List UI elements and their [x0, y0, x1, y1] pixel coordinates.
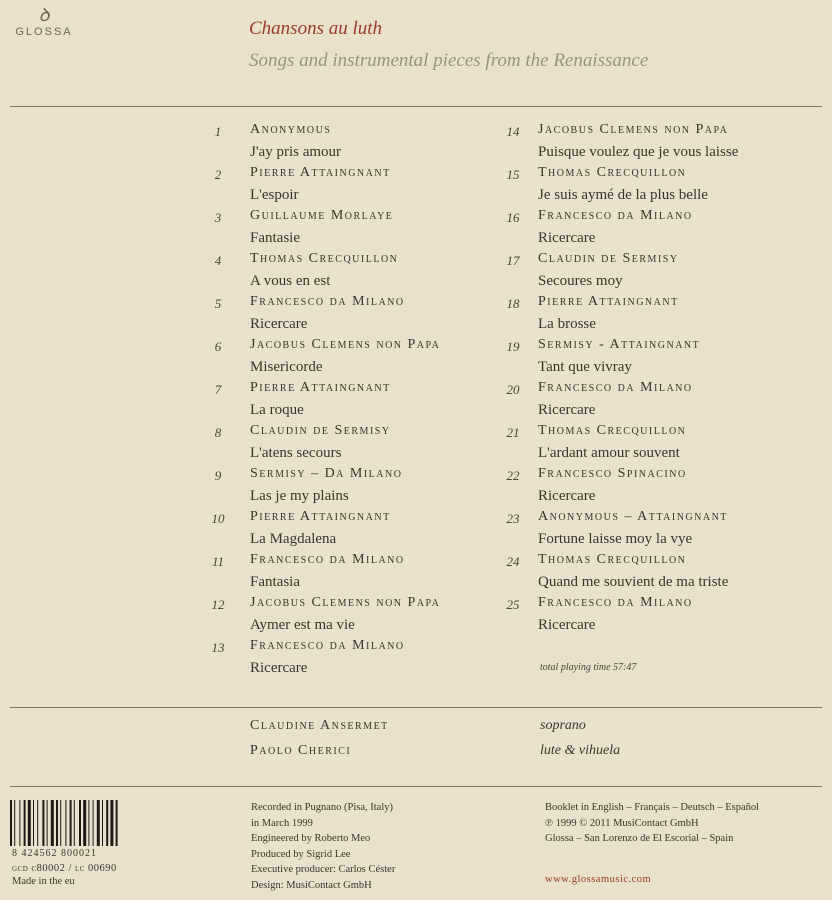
barcode-bar — [74, 800, 75, 846]
track-item — [500, 552, 800, 595]
track-title: Fantasia — [250, 574, 300, 590]
glossa-logo — [14, 6, 74, 38]
track-number: 16 — [506, 210, 520, 225]
booklet-info — [545, 800, 759, 847]
track-item — [500, 251, 800, 294]
track-composer: Thomas Crecquillon — [538, 552, 687, 567]
track-number: 1 — [214, 124, 222, 139]
barcode-bar — [28, 800, 31, 846]
track-number: 13 — [211, 640, 225, 655]
track-composer: Claudin de Sermisy — [250, 423, 391, 438]
track-item — [500, 208, 800, 251]
track-composer: Thomas Crecquillon — [250, 251, 399, 266]
track-title: Quand me souvient de ma triste — [538, 574, 729, 590]
barcode-bar — [106, 800, 108, 846]
track-composer: Francesco da Milano — [250, 638, 405, 653]
barcode-bar — [42, 800, 44, 846]
divider-bottom — [10, 786, 822, 787]
barcode-bar — [102, 800, 103, 846]
track-title: Ricercare — [250, 316, 308, 332]
track-number: 20 — [506, 382, 520, 397]
credit-line: Recorded in Pugnano (Pisa, Italy) — [251, 802, 394, 813]
track-number: 19 — [506, 339, 520, 354]
track-title: La roque — [250, 402, 304, 418]
track-title: L'ardant amour souvent — [538, 445, 680, 461]
booklet-line: Booklet in English – Français – Deutsch – Español — [545, 802, 760, 813]
barcode-bar — [37, 800, 38, 846]
album-subtitle: Songs and instrumental pieces from the Renaissance — [249, 50, 649, 71]
track-item — [500, 595, 800, 638]
track-number: 15 — [506, 167, 520, 182]
track-title: Je suis aymé de la plus belle — [538, 187, 708, 203]
track-title: Ricercare — [538, 617, 596, 633]
track-number: 21 — [506, 425, 520, 440]
track-item — [205, 638, 500, 681]
track-title: L'espoir — [250, 187, 299, 203]
track-item — [205, 380, 500, 423]
total-playing-time: total playing time 57:47 — [540, 662, 637, 673]
track-title: A vous en est — [250, 273, 331, 289]
track-item — [205, 208, 500, 251]
track-item — [500, 122, 800, 165]
track-title: La Magdalena — [250, 531, 337, 547]
barcode-bar — [79, 800, 81, 846]
track-number: 18 — [506, 296, 520, 311]
catalog-number: gcd c80002 / lc 00690 — [12, 863, 117, 874]
track-number: 25 — [506, 597, 520, 612]
performer-name: Paolo Cherici — [250, 743, 352, 758]
barcode-bar — [110, 800, 113, 846]
booklet-line: Glossa – San Lorenzo de El Escorial – Spain — [545, 833, 734, 844]
tracklist-left — [205, 122, 500, 681]
barcode-bar — [33, 800, 34, 846]
track-number: 5 — [214, 296, 222, 311]
track-title: Ricercare — [538, 488, 596, 504]
track-title: Misericorde — [250, 359, 323, 375]
track-title: Secoures moy — [538, 273, 623, 289]
track-composer: Anonymous — [250, 122, 332, 137]
tracklist-right — [500, 122, 800, 638]
track-item — [500, 294, 800, 337]
track-number: 6 — [214, 339, 222, 354]
track-composer: Francesco da Milano — [538, 380, 693, 395]
track-title: Fantasie — [250, 230, 300, 246]
track-item — [205, 337, 500, 380]
track-number: 22 — [506, 468, 520, 483]
track-number: 12 — [211, 597, 225, 612]
track-composer: Pierre Attaingnant — [250, 509, 391, 524]
track-composer: Francesco da Milano — [250, 294, 405, 309]
barcode-number: 8 424562 800021 — [12, 848, 97, 859]
barcode-bar — [88, 800, 89, 846]
track-item — [205, 509, 500, 552]
track-number: 2 — [214, 167, 222, 182]
track-composer: Claudin de Sermisy — [538, 251, 679, 266]
label-name: GLOSSA — [15, 26, 73, 38]
track-composer: Jacobus Clemens non Papa — [250, 595, 441, 610]
divider-middle — [10, 707, 822, 708]
credit-line: Design: MusiContact GmbH — [251, 879, 372, 891]
track-composer: Francesco da Milano — [538, 208, 693, 223]
track-composer: Sermisy - Attaingnant — [538, 337, 701, 352]
website-link[interactable]: www.glossamusic.com — [545, 874, 652, 885]
credit-line: Engineered by Roberto Meo — [251, 833, 371, 844]
glossa-emblem-icon: ꝺ — [38, 5, 50, 25]
track-title: La brosse — [538, 316, 596, 332]
track-title: Tant que vivray — [538, 359, 632, 375]
track-item — [500, 380, 800, 423]
barcode-bar — [19, 800, 20, 846]
track-number: 23 — [506, 511, 520, 526]
track-number: 17 — [506, 253, 520, 268]
credit-line: Produced by Sigrid Lee — [251, 848, 351, 860]
track-number: 10 — [211, 511, 225, 526]
track-item — [205, 595, 500, 638]
track-item — [500, 165, 800, 208]
barcode-bar — [83, 800, 86, 846]
performer-role: lute & vihuela — [540, 743, 621, 758]
barcode-bar — [93, 800, 94, 846]
track-number: 4 — [214, 253, 222, 268]
track-number: 7 — [214, 382, 222, 397]
track-title: Las je my plains — [250, 488, 349, 504]
track-item — [205, 294, 500, 337]
barcode-image — [10, 800, 226, 846]
track-item — [205, 552, 500, 595]
barcode-bar — [56, 800, 58, 846]
track-title: Fortune laisse moy la vye — [538, 531, 693, 547]
barcode-bar — [97, 800, 100, 846]
track-composer: Francesco da Milano — [250, 552, 405, 567]
track-composer: Anonymous – Attaingnant — [538, 509, 728, 524]
track-composer: Guillaume Morlaye — [250, 208, 394, 223]
track-composer: Thomas Crecquillon — [538, 165, 687, 180]
track-composer: Francesco Spinacino — [538, 466, 687, 481]
track-item — [500, 423, 800, 466]
track-composer: Sermisy – Da Milano — [250, 466, 403, 481]
track-item — [205, 122, 500, 165]
track-item — [500, 337, 800, 380]
track-item — [500, 466, 800, 509]
track-number: 3 — [214, 210, 222, 225]
made-in: Made in the eu — [12, 876, 75, 887]
credit-line: in March 1999 — [251, 817, 313, 829]
album-title: Chansons au luth — [249, 18, 383, 39]
barcode-bar — [10, 800, 12, 846]
credit-line: Executive producer: Carlos Céster — [251, 864, 396, 875]
barcode-bar — [116, 800, 118, 846]
track-number: 11 — [211, 554, 225, 569]
track-number: 24 — [506, 554, 520, 569]
track-composer: Jacobus Clemens non Papa — [538, 122, 729, 137]
barcode-bar — [65, 800, 66, 846]
track-composer: Pierre Attaingnant — [250, 380, 391, 395]
barcode-bar — [24, 800, 26, 846]
track-composer: Pierre Attaingnant — [538, 294, 679, 309]
performer-role: soprano — [540, 718, 586, 733]
track-number: 8 — [214, 425, 222, 440]
track-composer: Pierre Attaingnant — [250, 165, 391, 180]
track-composer: Jacobus Clemens non Papa — [250, 337, 441, 352]
barcode-bar — [60, 800, 61, 846]
track-title: L'atens secours — [250, 445, 342, 461]
recording-credits — [251, 800, 395, 893]
track-item — [205, 165, 500, 208]
barcode-bar — [47, 800, 48, 846]
track-title: Aymer est ma vie — [250, 617, 355, 633]
track-title: Puisque voulez que je vous laisse — [538, 144, 739, 160]
divider-top — [10, 106, 822, 107]
track-item — [500, 509, 800, 552]
track-number: 14 — [506, 124, 520, 139]
track-item — [205, 466, 500, 509]
track-title: Ricercare — [250, 660, 308, 676]
track-number: 9 — [214, 468, 222, 483]
barcode-bar — [14, 800, 15, 846]
track-title: Ricercare — [538, 402, 596, 418]
performer-name: Claudine Ansermet — [250, 718, 389, 733]
track-title: Ricercare — [538, 230, 596, 246]
track-item — [205, 423, 500, 466]
track-item — [205, 251, 500, 294]
barcode-bar — [70, 800, 72, 846]
track-title: J'ay pris amour — [250, 144, 342, 160]
track-composer: Thomas Crecquillon — [538, 423, 687, 438]
track-composer: Francesco da Milano — [538, 595, 693, 610]
booklet-line: ℗ 1999 © 2011 MusiContact GmbH — [545, 817, 699, 829]
barcode-bar — [51, 800, 54, 846]
